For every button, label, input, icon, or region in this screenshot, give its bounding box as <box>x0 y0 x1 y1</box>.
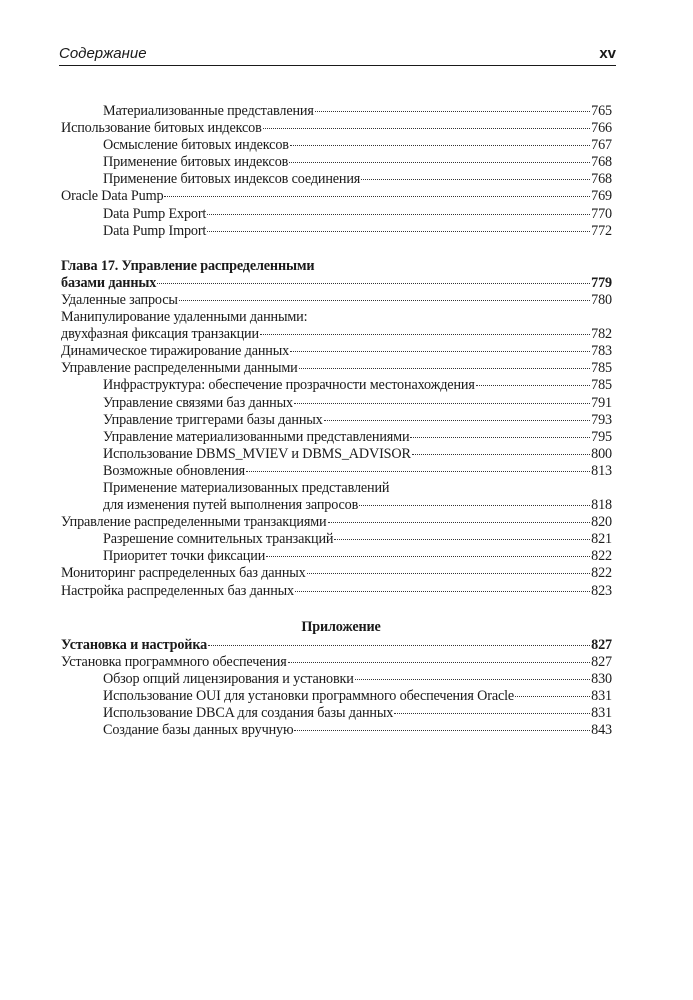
toc-entry-page: 822 <box>591 565 612 582</box>
dot-leader <box>207 214 590 215</box>
chapter-title-line-2: базами данных <box>61 274 157 291</box>
toc-entry-page: 768 <box>591 154 612 171</box>
toc-entry-title: Мониторинг распределенных баз данных <box>61 565 306 582</box>
table-of-contents <box>61 103 612 739</box>
toc-entry <box>61 326 612 343</box>
toc-entry-page: 768 <box>591 171 612 188</box>
toc-entry-title: Установка программного обеспечения <box>61 653 287 670</box>
toc-entry-page: 827 <box>591 653 612 670</box>
chapter-title-line-1: Глава 17. Управление распределенными <box>61 257 315 274</box>
dot-leader <box>355 679 590 680</box>
dot-leader <box>361 179 590 180</box>
toc-entry <box>61 360 612 377</box>
toc-entry <box>61 671 612 688</box>
toc-entry-page: 772 <box>591 222 612 239</box>
dot-leader <box>324 420 591 421</box>
toc-entry-title: Применение битовых индексов соединения <box>103 171 361 188</box>
toc-entry-page: 818 <box>591 497 612 514</box>
appendix-title: Приложение <box>301 618 381 635</box>
toc-entry <box>61 705 612 722</box>
chapter-page-number: 779 <box>591 274 612 291</box>
toc-entry-title: Настройка распределенных баз данных <box>61 582 294 599</box>
toc-entry-title: Возможные обновления <box>103 462 246 479</box>
dot-leader <box>299 368 591 369</box>
toc-entry-page: 765 <box>591 103 612 119</box>
dot-leader <box>359 505 590 506</box>
toc-entry <box>61 103 612 120</box>
toc-entry-title: для изменения путей выполнения запросов <box>103 497 359 514</box>
toc-entry <box>61 583 612 600</box>
dot-leader <box>476 385 590 386</box>
dot-leader <box>515 696 590 697</box>
toc-entry-title: Управление материализованными представлениями <box>103 428 410 445</box>
toc-entry-title: Oracle Data Pump <box>61 188 164 205</box>
dot-leader <box>315 111 590 112</box>
toc-entry <box>61 446 612 463</box>
toc-entry-title: Осмысление битовых индексов <box>103 137 289 154</box>
toc-entry-page: 831 <box>591 687 612 704</box>
dot-leader <box>266 556 590 557</box>
dot-leader <box>294 403 590 404</box>
dot-leader <box>289 162 590 163</box>
running-header-page-number: xv <box>599 45 616 62</box>
toc-entry <box>61 120 612 137</box>
toc-entry-title: Использование OUI для установки программного обеспечения Oracle <box>103 687 515 704</box>
dot-leader <box>290 351 590 352</box>
toc-entry-page: 843 <box>591 722 612 739</box>
toc-entry <box>61 343 612 360</box>
appendix-heading: Установка и настройка <box>61 636 208 653</box>
toc-entry-title: Приоритет точки фиксации <box>103 548 266 565</box>
toc-entry-page: 770 <box>591 205 612 222</box>
dot-leader <box>290 145 590 146</box>
running-header-section-title: Содержание <box>59 45 147 62</box>
toc-entry <box>61 171 612 188</box>
toc-entry-page: 822 <box>591 548 612 565</box>
dot-leader <box>410 437 590 438</box>
toc-entry-title-line: Манипулирование удаленными данными: <box>61 309 308 326</box>
dot-leader <box>246 471 590 472</box>
toc-entry <box>61 377 612 394</box>
toc-entry-title: Создание базы данных вручную <box>103 722 294 739</box>
appendix-page-number: 827 <box>591 636 612 653</box>
toc-entry-title: Применение битовых индексов <box>103 154 289 171</box>
toc-entry-page: 791 <box>591 394 612 411</box>
toc-entry <box>61 429 612 446</box>
toc-entry-page: 800 <box>591 445 612 462</box>
toc-entry-page: 793 <box>591 411 612 428</box>
toc-entry-title: Удаленные запросы <box>61 291 178 308</box>
appendix-entries <box>61 654 612 739</box>
dot-leader <box>295 591 590 592</box>
toc-entry-title: двухфазная фиксация транзакции <box>61 326 259 343</box>
toc-entry <box>61 548 612 565</box>
dot-leader <box>294 730 590 731</box>
toc-entry-page: 823 <box>591 582 612 599</box>
dot-leader <box>179 300 590 301</box>
toc-entry-title: Обзор опций лицензирования и установки <box>103 670 354 687</box>
toc-entry-page: 782 <box>591 326 612 343</box>
toc-entry-page: 821 <box>591 531 612 548</box>
toc-entry-title: Использование DBCA для создания базы данных <box>103 705 394 721</box>
toc-entry-title: Data Pump Export <box>103 205 207 222</box>
appendix <box>61 618 612 740</box>
toc-entry-page: 831 <box>591 705 612 721</box>
chapter-17-entries <box>61 292 612 600</box>
toc-entry-title: Динамическое тиражирование данных <box>61 343 290 360</box>
toc-entry <box>61 154 612 171</box>
toc-entry-page: 767 <box>591 137 612 154</box>
toc-entry-title: Использование DBMS_MVIEV и DBMS_ADVISOR <box>103 445 411 462</box>
toc-entry-title-line: Применение материализованных представлений <box>103 479 390 496</box>
appendix-heading-entry <box>61 637 612 654</box>
toc-entry <box>61 722 612 739</box>
toc-entry <box>61 688 612 705</box>
toc-entry <box>61 497 612 514</box>
toc-entry-title: Data Pump Import <box>103 222 207 239</box>
toc-entry-page: 795 <box>591 428 612 445</box>
dot-leader <box>394 713 590 714</box>
toc-entry <box>61 137 612 154</box>
toc-entry <box>61 565 612 582</box>
toc-entry-page: 813 <box>591 462 612 479</box>
toc-entry <box>61 463 612 480</box>
toc-entry-page: 785 <box>591 360 612 377</box>
toc-entry-page: 830 <box>591 670 612 687</box>
toc-block-continued <box>61 103 612 240</box>
toc-entry <box>61 412 612 429</box>
toc-entry <box>61 223 612 240</box>
dot-leader <box>157 283 590 284</box>
toc-entry <box>61 654 612 671</box>
toc-entry-title: Управление распределенными данными <box>61 360 298 377</box>
toc-entry-page: 783 <box>591 343 612 360</box>
dot-leader <box>307 573 591 574</box>
toc-entry <box>61 395 612 412</box>
dot-leader <box>263 128 590 129</box>
toc-entry-title: Управление триггерами базы данных <box>103 411 323 428</box>
toc-entry-page: 769 <box>591 188 612 205</box>
dot-leader <box>328 522 591 523</box>
chapter-17 <box>61 258 612 600</box>
toc-entry-title: Инфраструктура: обеспечение прозрачности местонахождения <box>103 377 475 394</box>
dot-leader <box>208 645 590 646</box>
toc-entry-title: Материализованные представления <box>103 103 314 119</box>
toc-entry-title: Управление распределенными транзакциями <box>61 514 327 531</box>
dot-leader <box>412 454 590 455</box>
toc-entry-title: Использование битовых индексов <box>61 120 262 137</box>
dot-leader <box>164 196 590 197</box>
toc-entry <box>61 206 612 223</box>
toc-entry-page: 766 <box>591 120 612 137</box>
toc-entry-page: 780 <box>591 291 612 308</box>
toc-entry-page: 820 <box>591 514 612 531</box>
toc-entry-title: Разрешение сомнительных транзакций <box>103 531 334 548</box>
toc-entry <box>61 188 612 205</box>
dot-leader <box>334 539 590 540</box>
running-header <box>59 45 616 66</box>
chapter-title-entry <box>61 275 612 292</box>
toc-entry <box>61 292 612 309</box>
toc-entry <box>61 531 612 548</box>
toc-entry-page: 785 <box>591 377 612 394</box>
dot-leader <box>260 334 590 335</box>
dot-leader <box>207 231 590 232</box>
toc-entry <box>61 514 612 531</box>
dot-leader <box>288 662 591 663</box>
toc-entry-title: Управление связями баз данных <box>103 394 293 411</box>
